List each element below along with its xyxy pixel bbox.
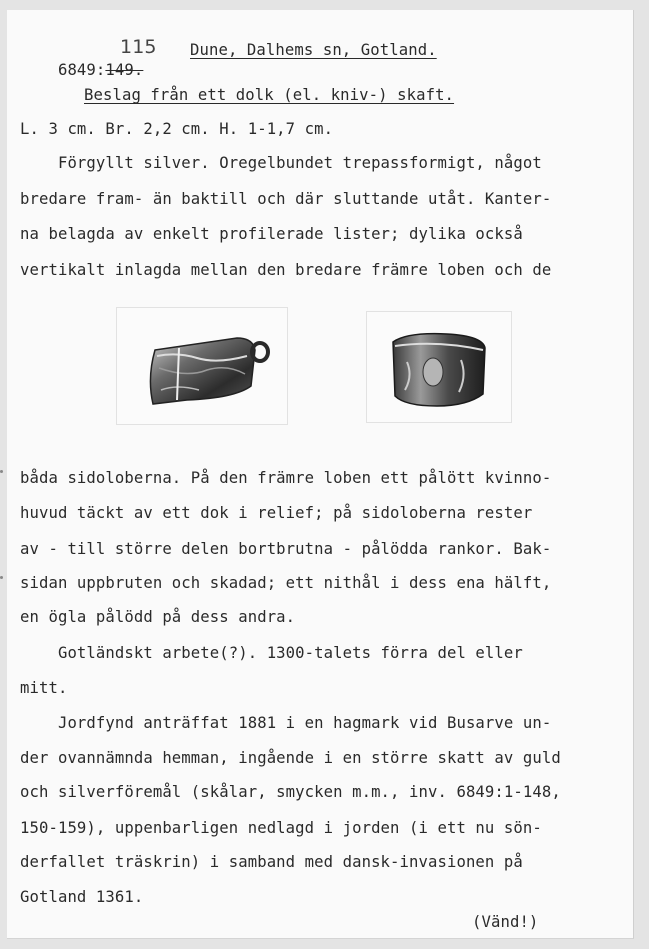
text-line: der ovannämnda hemman, ingående i en större skatt av guld: [20, 749, 561, 767]
photo-front-view: [366, 311, 512, 423]
location-heading: Dune, Dalhems sn, Gotland.: [190, 41, 437, 59]
photo-side-view: [116, 307, 288, 425]
text-line: derfallet träskrin) i samband med dansk-invasionen på: [20, 853, 523, 871]
text-line: Förgyllt silver. Oregelbundet trepassformigt, något: [20, 154, 542, 172]
text-line: båda sidoloberna. På den främre loben ett pålött kvinno-: [20, 469, 552, 487]
text-line: na belagda av enkelt profilerade lister; dylika också: [20, 225, 523, 243]
turn-over-note: (Vänd!): [472, 913, 539, 931]
text-line: Gotländskt arbete(?). 1300-talets förra del eller: [20, 644, 523, 662]
text-line: av - till större delen bortbrutna - pålödda rankor. Bak-: [20, 540, 552, 558]
text-line: Gotland 1361.: [20, 888, 144, 906]
text-line: huvud täckt av ett dok i relief; på sidoloberna rester: [20, 504, 533, 522]
text-line: vertikalt inlagda mellan den bredare främre loben och de: [20, 261, 552, 279]
mount-side-image: [117, 308, 287, 424]
object-title: Beslag från ett dolk (el. kniv-) skaft.: [84, 86, 455, 104]
margin-dot: [0, 576, 3, 579]
inventory-struck-number: 149.: [105, 61, 144, 79]
text-line: sidan uppbruten och skadad; ett nithål i dess ena hälft,: [20, 574, 552, 592]
mount-front-image: [367, 312, 511, 422]
text-line: 150-159), uppenbarligen nedlagd i jorden (i ett nu sön-: [20, 819, 542, 837]
inventory-handwritten-number: 115: [120, 36, 157, 58]
text-line: och silverföremål (skålar, smycken m.m., inv. 6849:1-148,: [20, 783, 561, 801]
text-line: Jordfynd anträffat 1881 i en hagmark vid Busarve un-: [20, 714, 552, 732]
margin-dot: [0, 470, 3, 473]
text-line: bredare fram- än baktill och där sluttande utåt. Kanter-: [20, 190, 552, 208]
text-line: en ögla pålödd på dess andra.: [20, 608, 296, 626]
text-line: mitt.: [20, 679, 68, 697]
dimensions: L. 3 cm. Br. 2,2 cm. H. 1-1,7 cm.: [20, 120, 334, 138]
inventory-prefix: 6849:: [57, 61, 106, 79]
